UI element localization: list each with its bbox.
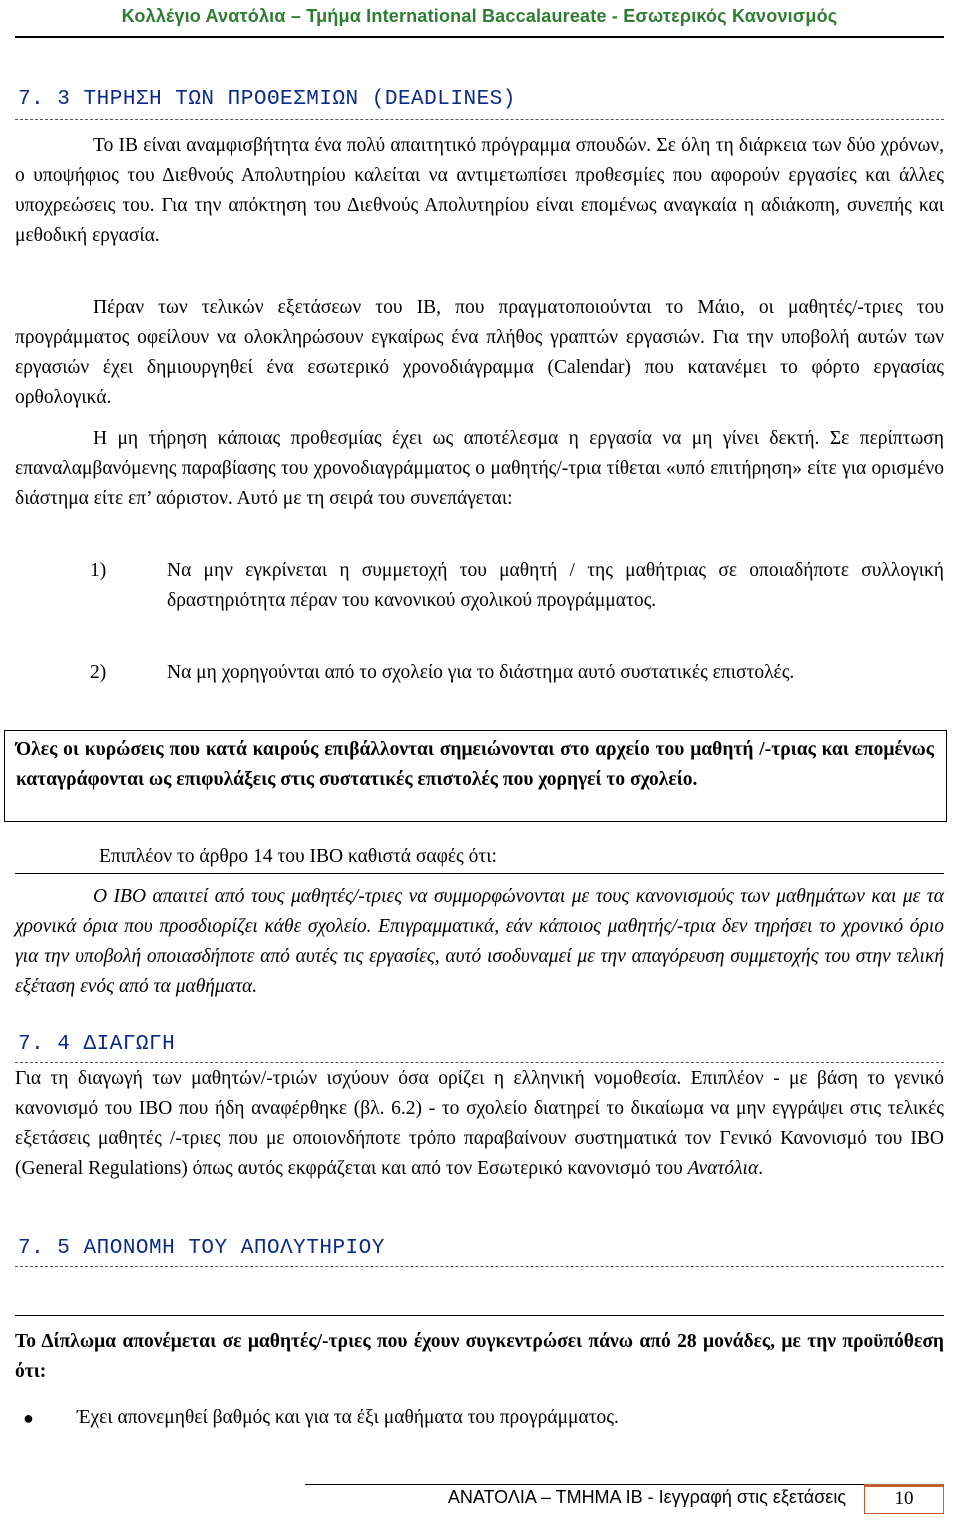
page-number: 10 — [864, 1484, 944, 1514]
article-rule — [15, 873, 944, 874]
section-7-3-paragraph-2: Πέραν των τελικών εξετάσεων του IB, που πραγματοποιούνται το Μάιο, οι μαθητές/-τριες του προγράμματος οφείλουν να ολοκληρώσουν εγκαίρως ένα πλήθος γραπτών εργασιών. Για την υποβολή αυτών των εργασιών έχει δημιουργηθεί ένα εσωτερικό χρονοδιάγραμμα (Calendar) που κατανέμει το φόρτο εργασίας ορθολογικά. — [15, 297, 944, 408]
article-14-intro: Επιπλέον το άρθρο 14 του IBO καθιστά σαφές ότι: — [99, 846, 497, 867]
section-7-5-paragraph-1: Το Δίπλωμα απονέμεται σε μαθητές/-τριες που έχουν συγκεντρώσει πάνω από 28 μονάδες, με την προϋπόθεση ότι: — [15, 1331, 944, 1382]
list-number: 2) — [90, 662, 107, 683]
footer-label: ΑΝΑΤΟΛΙΑ – ΤΜΗΜΑ IB - Ιεγγραφή στις εξετάσεις — [447, 1487, 846, 1507]
page-footer — [15, 1484, 944, 1516]
section-7-3-paragraph-1: Το IB είναι αναμφισβήτητα ένα πολύ απαιτητικό πρόγραμμα σπουδών. Σε όλη τη διάρκεια των δύο χρόνων, ο υποψήφιος του Διεθνούς Απολυτηρίου καλείται να αντιμετωπίσει προθεσμίες που αφορούν εργασίες και άλλες υποχρεώσεις του. Για την απόκτηση του Διεθνούς Απολυτηρίου είναι επομένως αναγκαία η αδιάκοπη, συνεπής και μεθοδική εργασία. — [15, 135, 944, 246]
section-7-4-rule — [15, 1062, 944, 1063]
list-number: 1) — [90, 560, 107, 581]
header-rule — [15, 36, 944, 38]
section-7-5-solid-rule — [15, 1315, 944, 1316]
bullet-icon: ● — [23, 1408, 34, 1428]
list-text: Να μη χορηγούνται από το σχολείο για το διάστημα αυτό συστατικές επιστολές. — [167, 662, 795, 683]
list-text: Να μην εγκρίνεται η συμμετοχή του μαθητή / της μαθήτριας σε οποιαδήποτε συλλογική δραστηριότητα πέραν του κανονικού σχολικού προγράμματος. — [167, 560, 944, 611]
article-14-quote: Ο IBO απαιτεί από τους μαθητές/-τριες να συμμορφώνονται με τους κανονισμούς των μαθημάτων και με τα χρονικά όρια που προσδιορίζει κάθε σχολείο. Επιγραμματικά, εάν κάποιος μαθητής/-τρια δεν τηρήσει το χρονικό όριο για την υποβολή οποιασδήποτε από αυτές τις εργασίες, αυτό ισοδυναμεί με την απαγόρευση συμμετοχής του στην τελική εξέταση ενός από τα μαθήματα. — [15, 886, 944, 997]
section-7-5-heading: 7. 5 ΑΠΟΝΟΜΗ ΤΟΥ ΑΠΟΛΥΤΗΡΙΟΥ — [18, 1237, 385, 1260]
paragraph-text: Για τη διαγωγή των μαθητών/-τριών ισχύουν όσα ορίζει η ελληνική νομοθεσία. Επιπλέον - με βάση το γενικό κανονισμό του IBO που ήδη αναφέρθηκε (βλ. 6.2) - το σχολείο διατηρεί το δικαίωμα να μην εγγράψει στις τελικές εξετάσεις μαθητές /-τριες που με οποιονδήποτε τρόπο παραβαίνουν συστηματικά τον Γενικό Κανονισμό του IBO (General Regulations) όπως αυτός εκφράζεται και από τον Εσωτερικό κανονισμό του — [15, 1068, 944, 1179]
section-7-4-heading: 7. 4 ΔΙΑΓΩΓΗ — [18, 1033, 176, 1056]
running-header: Κολλέγιο Ανατόλια – Τμήμα International Baccalaureate - Εσωτερικός Κανονισμός — [121, 6, 838, 26]
section-7-4-paragraph-1 — [15, 1064, 944, 1184]
section-7-3-heading: 7. 3 ΤΗΡΗΣΗ ΤΩΝ ΠΡΟΘΕΣΜΙΩΝ (DEADLINES) — [18, 88, 516, 111]
section-7-3-paragraph-3: Η μη τήρηση κάποιας προθεσμίας έχει ως αποτέλεσμα η εργασία να μη γίνει δεκτή. Σε περίπτωση επαναλαμβανόμενης παραβίασης του χρονοδιαγράμματος ο μαθητής/-τρια τίθεται «υπό επιτήρηση» είτε για ορισμένο διάστημα είτε επ’ αόριστον. Αυτό με τη σειρά του συνεπάγεται: — [15, 428, 944, 509]
paragraph-end: . — [758, 1158, 764, 1179]
footer-rule — [305, 1484, 944, 1485]
list-item — [15, 556, 944, 646]
sanctions-notice-box: Όλες οι κυρώσεις που κατά καιρούς επιβάλλονται σημειώνονται στο αρχείο του μαθητή /-τριας και επομένως καταγράφονται ως επιφυλάξεις στις συστατικές επιστολές που χορηγεί το σχολείο. — [4, 730, 947, 822]
school-name: Ανατόλια — [687, 1158, 759, 1179]
section-7-3-rule — [15, 119, 944, 120]
bullet-text: Έχει απονεμηθεί βαθμός και για τα έξι μαθήματα του προγράμματος. — [77, 1407, 619, 1428]
list-item — [15, 658, 944, 718]
section-7-5-rule — [15, 1266, 944, 1267]
